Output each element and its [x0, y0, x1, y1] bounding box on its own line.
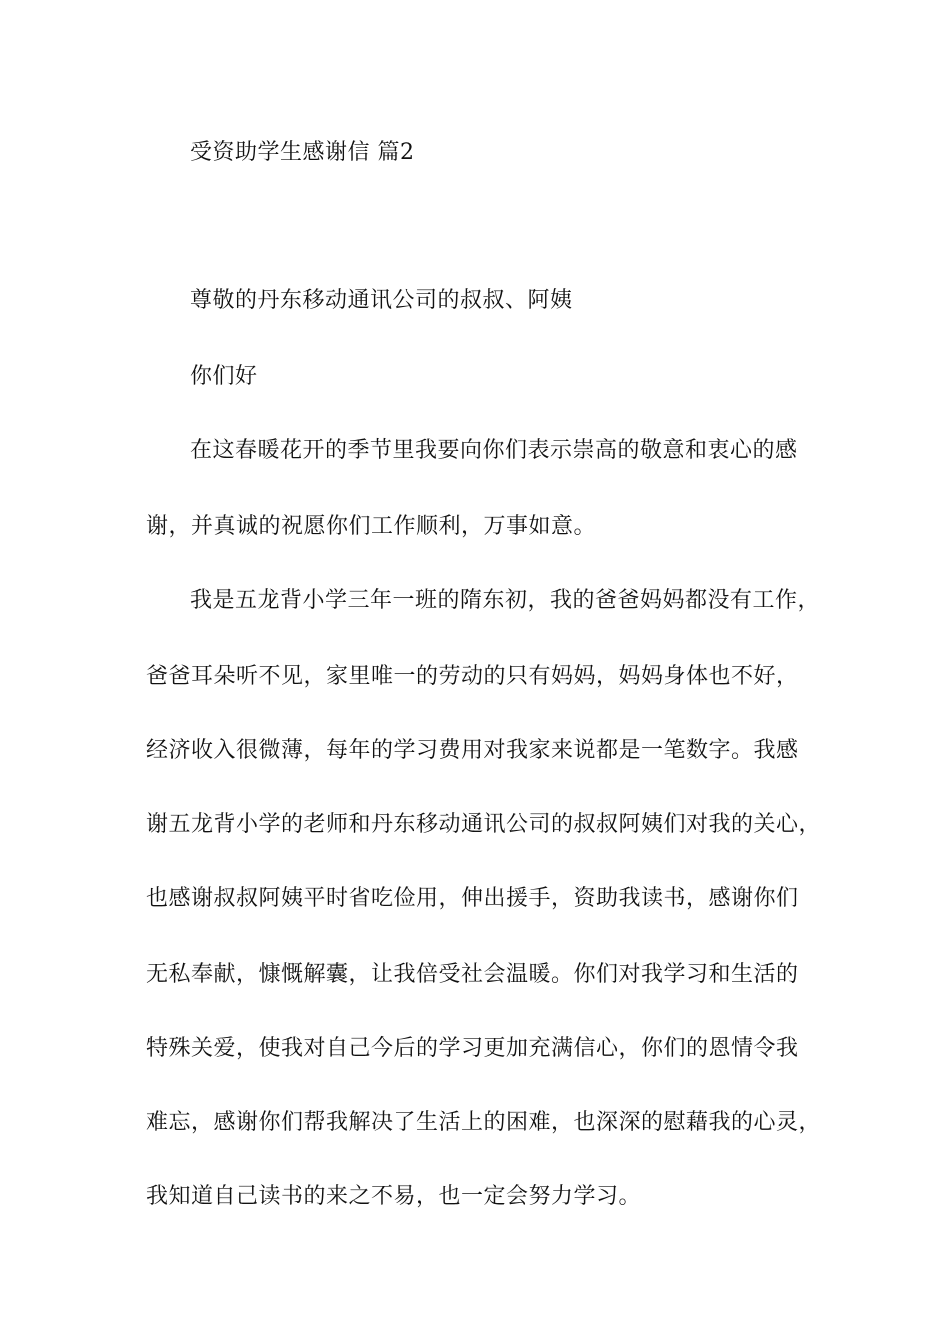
- paragraph-2-line: 无私奉献，慷慨解囊，让我倍受社会温暖。你们对我学习和生活的: [146, 962, 799, 987]
- paragraph-2-line: 特殊关爱，使我对自己今后的学习更加充满信心，你们的恩情令我: [146, 1036, 799, 1061]
- paragraph-2-line: 我是五龙背小学三年一班的隋东初，我的爸爸妈妈都没有工作，: [190, 588, 821, 613]
- paragraph-2-line: 我知道自己读书的来之不易，也一定会努力学习。: [146, 1184, 642, 1209]
- greeting: 你们好: [190, 364, 258, 389]
- salutation: 尊敬的丹东移动通讯公司的叔叔、阿姨: [190, 288, 573, 313]
- paragraph-2-line: 谢五龙背小学的老师和丹东移动通讯公司的叔叔阿姨们对我的关心，: [146, 812, 822, 837]
- document-title: 受资助学生感谢信 篇2: [190, 140, 415, 165]
- paragraph-2-line: 经济收入很微薄，每年的学习费用对我家来说都是一笔数字。我感: [146, 738, 799, 763]
- paragraph-2-line: 爸爸耳朵听不见，家里唯一的劳动的只有妈妈，妈妈身体也不好，: [146, 664, 799, 689]
- paragraph-1-line: 在这春暖花开的季节里我要向你们表示崇高的敬意和衷心的感: [190, 438, 798, 463]
- paragraph-2-line: 难忘，感谢你们帮我解决了生活上的困难，也深深的慰藉我的心灵，: [146, 1110, 822, 1135]
- paragraph-1-line: 谢，并真诚的祝愿你们工作顺利，万事如意。: [146, 514, 597, 539]
- paragraph-2-line: 也感谢叔叔阿姨平时省吃俭用，伸出援手，资助我读书，感谢你们: [146, 886, 799, 911]
